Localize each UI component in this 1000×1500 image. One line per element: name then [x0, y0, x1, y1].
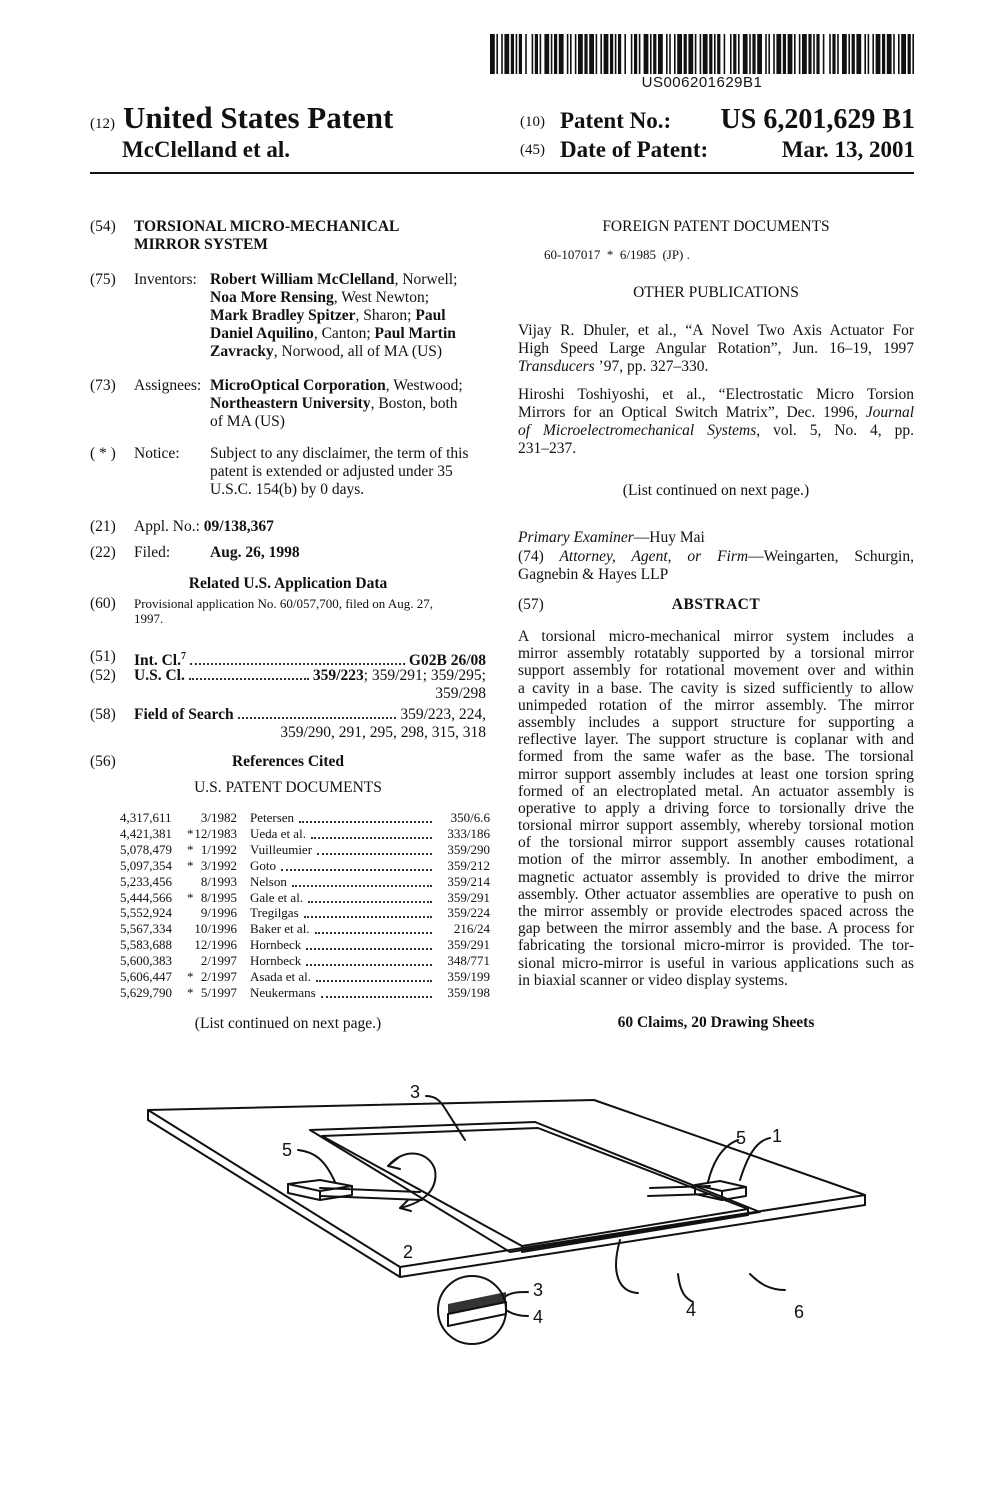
barcode-bar [813, 34, 815, 74]
field-of-search-values: 359/290, 291, 295, 298, 315, 318 [280, 724, 486, 741]
barcode [490, 34, 914, 74]
inventor-name: Zavracky [210, 343, 274, 360]
assignee-location: of MA (US) [210, 413, 285, 430]
inventor-short: McClelland et al. [122, 137, 290, 162]
pub-text: Mirrors for an Optical Switch Matrix”, Dec. 1996, [518, 404, 858, 421]
pub-text: 231–237. [518, 440, 577, 457]
references-heading: References Cited [231, 753, 345, 770]
code-45: (45) [520, 142, 545, 158]
barcode-bar [639, 34, 641, 74]
abstract-line: fabricating the torsional micro-mirror is provided. The tor- [518, 937, 914, 955]
inventor-name: Daniel Aquilino [210, 325, 314, 342]
notice-text: U.S.C. 154(b) by 0 days. [210, 481, 365, 498]
patent-type-line [90, 100, 393, 136]
reference-row [120, 937, 490, 952]
barcode-bar [893, 34, 895, 74]
barcode-bar [823, 34, 825, 74]
pub-text: Vijay R. Dhuler, et al., “A Novel Two Axis Actuator For [518, 322, 914, 339]
label-1: 1 [772, 1126, 783, 1146]
barcode-number: US006201629B1 [641, 74, 763, 91]
examiner-name: —Huy Mai [633, 529, 705, 546]
reference-row [120, 826, 490, 841]
ref-date: 9/1996 [200, 905, 237, 921]
notice-text: patent is extended or adjusted under 35 [210, 463, 453, 480]
header-rule [90, 172, 914, 174]
inventor-name: Noa More Rensing [210, 289, 334, 306]
ref-cited-by-examiner: * [187, 857, 194, 873]
barcode-bar [717, 34, 720, 74]
pubs-continued: (List continued on next page.) [622, 482, 810, 499]
abstract-line: support assembly for rotational movement over and within [518, 662, 914, 680]
attorney-name: Gagnebin & Hayes LLP [518, 566, 669, 583]
patent-no-line [520, 104, 915, 138]
provisional-text: Provisional application No. 60/057,700, filed on Aug. 27, [134, 596, 433, 611]
barcode-bar [912, 34, 914, 74]
assignee-name: MicroOptical Corporation [210, 377, 386, 394]
barcode-bar [887, 34, 892, 74]
abstract-body [518, 628, 914, 989]
label-3-top: 3 [410, 1082, 421, 1102]
label-5-left: 5 [282, 1140, 293, 1160]
ref-number: 5,567,334 [120, 921, 172, 937]
pub-text: ’97, pp. 327–330. [594, 358, 709, 375]
barcode-bar [644, 34, 649, 74]
barcode-bar [730, 34, 732, 74]
ref-date: 5/1997 [200, 984, 237, 1000]
pub-venue: of Microelectromechanical Systems [518, 422, 757, 439]
barcode-bar [589, 34, 594, 74]
abstract-line: torsional mirror support assembly, whereby torsional motion [518, 817, 914, 835]
barcode-bar [677, 34, 682, 74]
barcode-bar [752, 34, 755, 74]
ref-date: 3/1992 [200, 857, 237, 873]
barcode-bar [490, 34, 495, 74]
patent-no-label: Patent No.: [560, 108, 672, 133]
abstract-line: mirror assembly rotatably supported by a torsional mirror [518, 645, 914, 663]
ref-number: 5,097,354 [120, 857, 172, 873]
inventor-location: , Norwood, all of MA (US) [273, 343, 443, 360]
examiner-label: Primary Examiner [518, 529, 634, 546]
barcode-bar [658, 34, 663, 74]
reference-row [120, 985, 490, 1000]
barcode-bar [653, 34, 656, 74]
barcode-bar [908, 34, 911, 74]
barcode-bar [525, 34, 527, 74]
field-75-code: (75) [90, 271, 116, 288]
barcode-bar [700, 34, 702, 74]
ref-class: 216/24 [453, 921, 490, 937]
barcode-bar [703, 34, 708, 74]
barcode-bar [535, 34, 538, 74]
notice-label: Notice: [134, 445, 180, 462]
barcode-bar [674, 34, 676, 74]
related-heading: Related U.S. Application Data [188, 575, 388, 592]
ref-class: 359/291 [447, 937, 490, 953]
field-60-code: (60) [90, 595, 116, 612]
abstract-line: sional micro-mirror is useful in various applications such as [518, 954, 914, 972]
notice-code: ( * ) [90, 445, 116, 462]
barcode-bar [876, 34, 881, 74]
int-cl-edition: 7 [180, 651, 186, 662]
ref-number: 5,606,447 [120, 969, 172, 984]
barcode-bar [504, 34, 509, 74]
barcode-bar [634, 34, 637, 74]
date-line [520, 137, 915, 167]
reference-row [120, 810, 490, 825]
ref-class: 333/186 [447, 825, 490, 841]
inventor-name: Robert William McClelland [210, 271, 395, 288]
ref-name: Nelson [250, 873, 287, 889]
barcode-bar [578, 34, 583, 74]
barcode-bar [757, 34, 762, 74]
filed-date: Aug. 26, 1998 [210, 544, 300, 561]
field-of-search-label: Field of Search [134, 706, 234, 723]
publication-1 [518, 322, 914, 376]
date-label: Date of Patent: [560, 137, 709, 162]
ref-name: Hornbeck [250, 953, 302, 969]
barcode-bar [901, 34, 906, 74]
invention-title-line-2: MIRROR SYSTEM [134, 236, 268, 253]
field-54 [90, 218, 490, 254]
foreign-heading: FOREIGN PATENT DOCUMENTS [602, 218, 830, 235]
right-column [518, 218, 914, 1038]
ref-number: 5,629,790 [120, 984, 172, 1000]
attorney-code: (74) [518, 548, 544, 565]
reference-row [120, 874, 490, 889]
reference-row [120, 890, 490, 905]
abstract-line: formed from the same wafer as the base. The torsional [518, 748, 914, 766]
ref-name: Goto [250, 857, 276, 873]
ref-number: 4,421,381 [120, 825, 172, 841]
us-docs-heading: U.S. PATENT DOCUMENTS [194, 779, 382, 796]
barcode-bar [511, 34, 514, 74]
barcode-bar [848, 34, 850, 74]
ref-cited-by-examiner: * [187, 889, 194, 905]
ref-name: Petersen [250, 810, 295, 825]
barcode-bar [842, 34, 847, 74]
field-22-code: (22) [90, 544, 116, 561]
attorney [518, 548, 914, 584]
ref-number: 5,444,566 [120, 889, 172, 905]
abstract-line: assembly includes a support structure for supporting a [518, 713, 914, 731]
barcode-bar [802, 34, 807, 74]
pub-text: Hiroshi Toshiyoshi, et al., “Electrostatic Micro Torsion [518, 386, 914, 403]
us-cl-values: ; 359/291; 359/295; [363, 667, 486, 684]
barcode-bar [695, 34, 697, 74]
abstract-line: unimpeded rotation of the mirror assembly. The mirror [518, 696, 914, 714]
ref-class: 359/212 [447, 857, 490, 873]
patent-no: US 6,201,629 B1 [720, 104, 915, 135]
reference-row [120, 921, 490, 936]
inventor-location: , Sharon; [355, 307, 412, 324]
barcode-bar [584, 34, 587, 74]
us-cl-label: U.S. Cl. [134, 667, 185, 684]
abstract-line: in biaxial scanner or video display systems. [518, 971, 788, 989]
ref-class: 359/199 [447, 969, 490, 984]
assignee-name: Northeastern University [210, 395, 371, 412]
barcode-bar [631, 34, 633, 74]
abstract-line: magnetic actuator assembly is provided to drive the mirror [518, 868, 914, 886]
field-52 [90, 667, 486, 703]
refs-continued: (List continued on next page.) [194, 1015, 382, 1032]
assignees-label: Assignees: [134, 377, 202, 394]
us-cl-values: 359/298 [435, 685, 486, 702]
barcode-bar [551, 34, 553, 74]
barcode-bar [624, 34, 626, 74]
primary-examiner [518, 529, 914, 547]
label-6: 6 [794, 1302, 805, 1322]
barcode-bar [501, 34, 503, 74]
barcode-bar [554, 34, 557, 74]
int-cl-value: G02B 26/08 [408, 652, 486, 670]
barcode-bar [615, 34, 617, 74]
reference-row [120, 842, 490, 857]
ref-name: Neukermans [250, 984, 316, 1000]
abstract-line: A torsional micro-mechanical mirror system includes a [518, 628, 914, 645]
patent-date: Mar. 13, 2001 [781, 137, 915, 162]
barcode-bar [600, 34, 602, 74]
pub-venue: Journal [857, 404, 915, 421]
filed-label: Filed: [134, 544, 171, 561]
barcode-bar [496, 34, 498, 74]
barcode-graphic [490, 34, 914, 74]
ref-name: Baker et al. [250, 921, 310, 937]
reference-row [120, 905, 490, 920]
us-cl-primary: 359/223 [312, 667, 364, 684]
ref-number: 5,078,479 [120, 841, 172, 857]
ref-class: 359/198 [447, 984, 490, 1000]
abstract-line: assembly. Other actuator assemblies are operative to push on [518, 885, 914, 903]
ref-date: 2/1997 [200, 953, 237, 969]
barcode-bar [709, 34, 712, 74]
inventor-name: Paul [415, 307, 446, 324]
barcode-bar [864, 34, 866, 74]
barcode-bar [738, 34, 740, 74]
barcode-bar [832, 34, 835, 74]
barcode-bar [559, 34, 564, 74]
ref-date: 3/1982 [200, 810, 237, 825]
ref-class: 348/771 [447, 953, 490, 969]
barcode-bar [684, 34, 687, 74]
ref-number: 5,233,456 [120, 873, 172, 889]
ref-date: 2/1997 [200, 969, 237, 984]
barcode-bar [540, 34, 542, 74]
ref-name: Ueda et al. [250, 825, 306, 841]
assignee-location: , Boston, both [370, 395, 458, 412]
barcode-bar [768, 34, 770, 74]
ref-name: Asada et al. [250, 969, 312, 984]
barcode-bar [570, 34, 572, 74]
barcode-bar [575, 34, 577, 74]
label-5-right: 5 [736, 1128, 747, 1148]
barcode-bar [783, 34, 786, 74]
invention-title-line-1: TORSIONAL MICRO-MECHANICAL [134, 218, 400, 235]
label-2: 2 [403, 1242, 414, 1262]
barcode-bar [773, 34, 775, 74]
barcode-bar [856, 34, 861, 74]
reference-row [120, 953, 490, 968]
ref-number: 5,583,688 [120, 937, 172, 953]
abstract-line: motion of the mirror assembly. In another embodiment, a [518, 851, 914, 869]
attorney-name: —Weingarten, Schurgin, [748, 548, 914, 565]
barcode-bar [519, 34, 522, 74]
barcode-bar [714, 34, 716, 74]
barcode-bar [788, 34, 793, 74]
abstract-heading-row [518, 596, 914, 614]
ref-date: 12/1983 [194, 825, 237, 841]
ref-class: 350/6.6 [450, 810, 490, 825]
barcode-bar [808, 34, 811, 74]
field-56-code: (56) [90, 753, 116, 770]
notice-text: Subject to any disclaimer, the term of this [210, 445, 469, 462]
appl-no-label: Appl. No.: [134, 518, 200, 535]
field-21-code: (21) [90, 518, 116, 535]
abstract-line: mirror support assembly includes at least one torsion spring [518, 765, 914, 783]
barcode-bar [749, 34, 751, 74]
abstract-line: operative to apply a driving force to torsionally drive the [518, 799, 914, 817]
int-cl-label: Int. Cl. [134, 652, 181, 670]
inventor-location: , West Newton; [333, 289, 430, 306]
abstract-line: of the torsional mirror support assembly causes rotational [518, 834, 914, 852]
pub-venue: Transducers [518, 358, 595, 375]
barcode-bar [650, 34, 652, 74]
barcode-bar [816, 34, 819, 74]
field-51-code: (51) [90, 648, 116, 665]
inventors-label: Inventors: [134, 271, 197, 288]
ref-number: 4,317,611 [120, 810, 172, 825]
abstract-line: the mirror assembly or provide electrodes spaced across the [518, 903, 914, 920]
field-54-code: (54) [90, 218, 116, 235]
barcode-bar [666, 34, 668, 74]
barcode-bar [567, 34, 569, 74]
field-58-code: (58) [90, 706, 116, 723]
barcode-bar [604, 34, 609, 74]
ref-cited-by-examiner: * [187, 841, 194, 857]
barcode-bar [733, 34, 736, 74]
ref-date: 8/1995 [200, 889, 237, 905]
abstract-line: formed of an electroplated metal. An actuator assembly is [518, 782, 914, 800]
abstract-line: a cavity in a base. The cavity is sized sufficiently to allow [518, 679, 914, 697]
barcode-bar [799, 34, 801, 74]
patent-type-title: United States Patent [123, 100, 394, 135]
barcode-bar [610, 34, 613, 74]
field-56 [90, 753, 490, 771]
field-of-search-values: 359/223, 224, [400, 706, 486, 723]
inventor-location: , Norwell; [394, 271, 458, 288]
claims-summary: 60 Claims, 20 Drawing Sheets [617, 1014, 815, 1031]
ref-date: 1/1992 [200, 841, 237, 857]
code-10: (10) [520, 114, 545, 130]
other-pubs-heading: OTHER PUBLICATIONS [633, 284, 799, 301]
barcode-bar [544, 34, 549, 74]
label-4: 4 [686, 1300, 697, 1320]
left-column [90, 218, 490, 1032]
ref-date: 12/1996 [194, 937, 237, 953]
label-3-inset: 3 [533, 1280, 544, 1300]
foreign-ref: 60-107017 * 6/1985 (JP) . [544, 247, 690, 262]
reference-row [120, 969, 490, 984]
ref-name: Gale et al. [250, 889, 304, 905]
ref-class: 359/290 [447, 841, 490, 857]
us-references-table [120, 810, 490, 1000]
inventor-location: , Canton; [313, 325, 371, 342]
code-12: (12) [90, 116, 115, 132]
inventor-name: Paul Martin [374, 325, 456, 342]
pub-text: , vol. 5, No. 4, pp. [756, 422, 915, 439]
barcode-bar [868, 34, 870, 74]
field-73-code: (73) [90, 377, 116, 394]
ref-cited-by-examiner: * [187, 969, 194, 984]
barcode-bar [596, 34, 598, 74]
reference-row [120, 858, 490, 873]
abstract-line: gap between the mirror assembly and the base. A process for [518, 920, 914, 938]
ref-name: Hornbeck [250, 937, 302, 953]
barcode-bar [872, 34, 874, 74]
representative-drawing [130, 1070, 870, 1480]
mirror-figure [130, 1070, 870, 1480]
ref-class: 359/224 [447, 905, 490, 921]
barcode-bar [882, 34, 885, 74]
barcode-bar [794, 34, 796, 74]
barcode-bar [743, 34, 748, 74]
ref-number: 5,600,383 [120, 953, 172, 969]
ref-cited-by-examiner: * [187, 984, 194, 1000]
ref-name: Vuilleumier [250, 841, 313, 857]
label-4-inset: 4 [533, 1307, 544, 1327]
ref-class: 359/214 [447, 873, 490, 889]
barcode-bar [829, 34, 831, 74]
ref-class: 359/291 [447, 889, 490, 905]
field-58 [90, 706, 486, 742]
barcode-bar [669, 34, 671, 74]
ref-date: 8/1993 [200, 873, 237, 889]
pub-text: High Speed Large Angular Rotation”, Jun. 16–19, 1997 [518, 340, 914, 357]
inventor-name: Mark Bradley Spitzer [210, 307, 356, 324]
publication-2 [518, 386, 914, 458]
abstract-heading: ABSTRACT [671, 596, 761, 613]
ref-date: 10/1996 [194, 921, 237, 937]
field-52-code: (52) [90, 667, 116, 684]
barcode-bar [724, 34, 726, 74]
barcode-bar [898, 34, 900, 74]
barcode-bar [516, 34, 518, 74]
ref-number: 5,552,924 [120, 905, 172, 921]
barcode-bar [776, 34, 781, 74]
appl-no: 09/138,367 [203, 518, 274, 535]
attorney-label: Attorney, Agent, or Firm [543, 548, 749, 565]
ref-name: Tregilgas [250, 905, 299, 921]
barcode-bar [852, 34, 855, 74]
barcode-bar [618, 34, 621, 74]
barcode-bar [532, 34, 534, 74]
barcode-bar [765, 34, 767, 74]
field-60 [90, 596, 490, 626]
provisional-text: 1997. [134, 611, 164, 626]
ref-cited-by-examiner: * [187, 825, 194, 841]
abstract-line: reflective layer. The support structure is coplanar with and [518, 731, 914, 749]
barcode-bar [688, 34, 693, 74]
assignee-location: , Westwood; [385, 377, 463, 394]
abstract-code: (57) [518, 596, 544, 613]
barcode-bar [837, 34, 839, 74]
base-plate [148, 1100, 865, 1267]
